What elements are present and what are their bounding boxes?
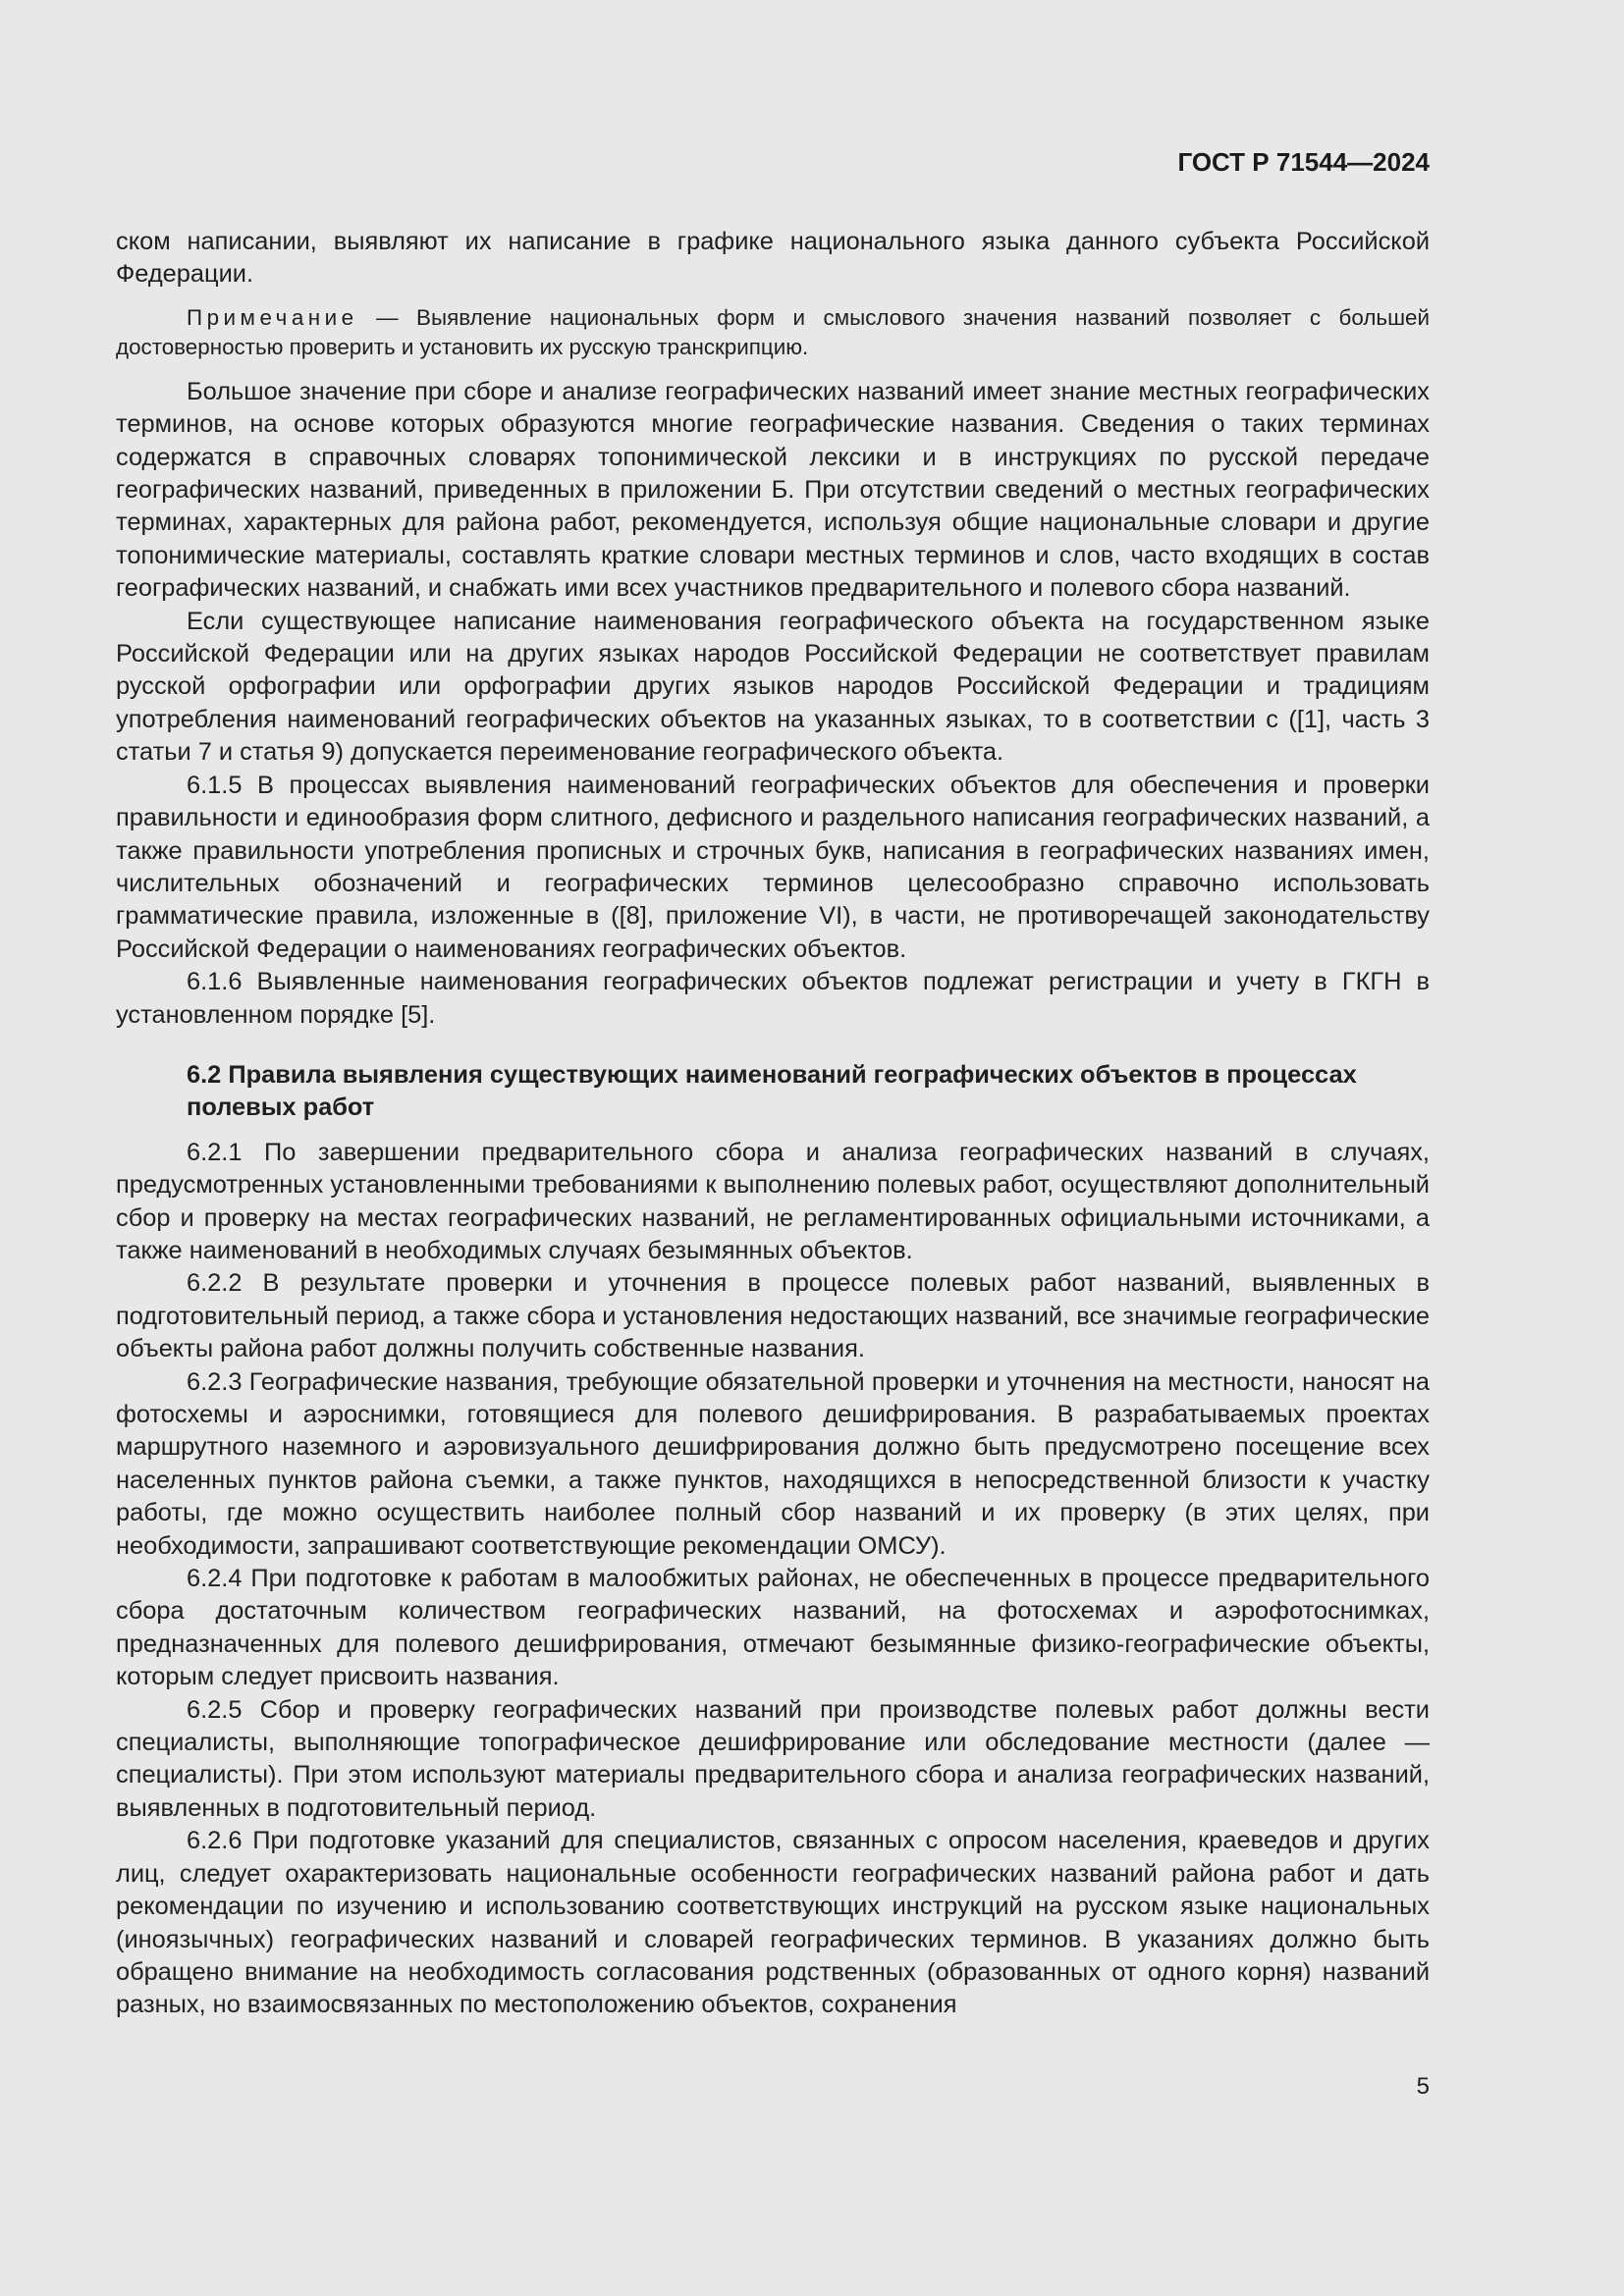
note-text: — Выявление национальных форм и смыслового значения названий позволяет с большей достоверностью проверить и установить их русскую транскрипцию. xyxy=(116,304,1430,359)
section-title-6-2: 6.2 Правила выявления существующих наименований географических объектов в процессах полевых работ xyxy=(187,1060,1357,1122)
clause-6-1-5: 6.1.5 В процессах выявления наименований географических объектов для обеспечения и проверки правильности и единообразия форм слитного, дефисного и раздельного написания географических названий, а также правильности употребления прописных и строчных букв, написания в географических названиях имен, числительных обозначений и географических терминов целесообразно справочно использовать грамматические правила, изложенные в ([8], приложение VI), в части, не противоречащей законодательству Российской Федерации о наименованиях географических объектов. xyxy=(116,771,1430,963)
clause-6-2-6: 6.2.6 При подготовке указаний для специалистов, связанных с опросом населения, краеведов и других лиц, следует охарактеризовать национальные особенности географических названий района работ и дать рекомендации по изучению и использованию соответствующих инструкций на русском языке национальных (иноязычных) географических названий и словарей географических терминов. В указаниях должно быть обращено внимание на необходимость согласования родственных (образованных от одного корня) названий разных, но взаимосвязанных по местоположению объектов, сохранения xyxy=(116,1827,1430,2019)
paragraph-geographic-terms: Большое значение при сборе и анализе географических названий имеет знание местных географических терминов, на основе которых образуются многие географические названия. Сведения о таких терминах содержатся в справочных словарях топонимической лексики и в инструкциях по русской передаче географических названий, приведенных в приложении Б. При отсутствии сведений о местных географических терминах, характерных для района работ, рекомендуется, используя общие национальные словари и другие топонимические материалы, составлять краткие словари местных терминов и слов, часто входящих в состав географических названий, и снабжать ими всех участников предварительного и полевого сбора названий. xyxy=(116,377,1430,603)
document-code-header: ГОСТ Р 71544—2024 xyxy=(1177,147,1430,177)
page-number: 5 xyxy=(1416,2073,1430,2100)
clause-6-1-6: 6.1.6 Выявленные наименования географических объектов подлежат регистрации и учету в ГКГН в установленном порядке [5]. xyxy=(116,968,1430,1029)
paragraph-renaming: Если существующее написание наименования географического объекта на государственном языке Российской Федерации или на других языках народов Российской Федерации не соответствует правилам русской орфографии или орфографии других языков народов Российской Федерации и традициям употребления наименований географических объектов на указанных языках, то в соответствии с ([1], часть 3 статьи 7 и статья 9) допускается переименование географического объекта. xyxy=(116,607,1430,767)
document-page xyxy=(116,145,1430,2022)
clause-6-2-2: 6.2.2 В результате проверки и уточнения в процессе полевых работ названий, выявленных в подготовительный период, а также сбора и установления недостающих названий, все значимые географические объекты района работ должны получить собственные названия. xyxy=(116,1269,1430,1363)
clause-6-2-3: 6.2.3 Географические названия, требующие обязательной проверки и уточнения на местности, наносят на фотосхемы и аэроснимки, готовящиеся для полевого дешифрирования. В разрабатываемых проектах маршрутного наземного и аэровизуального дешифрирования должно быть предусмотрено посещение всех населенных пунктов района съемки, а также пунктов, находящихся в непосредственной близости к участку работы, где можно осуществить наиболее полный сбор названий и их проверку (в этих целях, при необходимости, запрашивают соответствующие рекомендации ОМСУ). xyxy=(116,1367,1430,1560)
clause-6-2-1: 6.2.1 По завершении предварительного сбора и анализа географических названий в случаях, предусмотренных установленными требованиями к выполнению полевых работ, осуществляют дополнительный сбор и проверку на местах географических названий, не регламентированных официальными источниками, а также наименований в необходимых случаях безымянных объектов. xyxy=(116,1138,1430,1264)
clause-6-2-4: 6.2.4 При подготовке к работам в малообжитых районах, не обеспеченных в процессе предварительного сбора достаточным количеством географических названий, на фотосхемах и аэрофотоснимках, предназначенных для полевого дешифрирования, отмечают безымянные физико-географические объекты, которым следует присвоить названия. xyxy=(116,1565,1430,1691)
note-label: Примечание xyxy=(187,304,358,330)
note-paragraph xyxy=(116,303,1430,362)
clause-6-2-5: 6.2.5 Сбор и проверку географических названий при производстве полевых работ должны вести специалисты, выполняющие топографическое дешифрирование или обследование местности (далее — специалисты). При этом используют материалы предварительного сбора и анализа географических названий, выявленных в подготовительный период. xyxy=(116,1695,1430,1822)
continuation-paragraph: ском написании, выявляют их написание в графике национального языка данного субъекта Российской Федерации. xyxy=(116,228,1430,289)
document-body xyxy=(116,226,1430,2022)
